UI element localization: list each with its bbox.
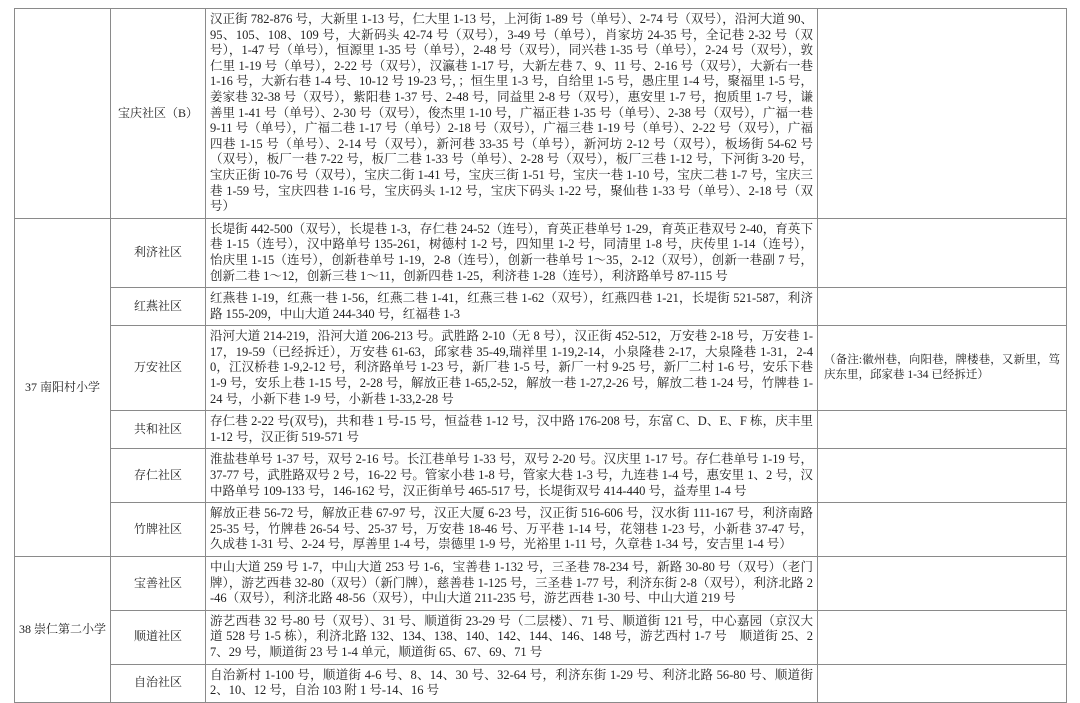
table-row [15,411,1067,449]
addresses-cell: 存仁巷 2-22 号(双号)，共和巷 1 号-15 号，恒益巷 1-12 号，汉中路 176-208 号，东富 C、D、E、F 栋，庆丰里 1-12 号，汉正街 519-571 号 [206,411,818,449]
community-cell: 宝善社区 [111,557,206,611]
school-cell: 37 南阳村小学 [15,218,111,556]
note-cell [818,411,1067,449]
community-cell: 自治社区 [111,664,206,702]
addresses-cell: 解放正巷 56-72 号，解放正巷 67-97 号，汉正大厦 6-23 号，汉正街 516-606 号，汉水街 111-167 号，利济南路 25-35 号，竹牌巷 26-54 号、25-37 号，万安巷 18-46 号、万平巷 1-14 号，花翎巷 1-23 号，小新巷 37-47 号，久成巷 1-31 号、2-24 号，厚善里 1-4 号，崇德里 1-9 号，光裕里 1-11 号，久章巷 1-34 号，安吉里 1-4 号） [206,503,818,557]
note-cell [818,610,1067,664]
note-cell [818,503,1067,557]
community-cell: 共和社区 [111,411,206,449]
addresses-cell: 淮盐巷单号 1-37 号，双号 2-16 号。长江巷单号 1-33 号，双号 2-20 号。汉庆里 1-17 号。存仁巷单号 1-19 号，37-77 号，武胜路双号 2 号，16-22 号。管家小巷 1-8 号，管家大巷 1-3 号，九连巷 1-4 号，惠安里 1、2 号，汉中路单号 109-133 号，146-162 号，汉正街单号 465-517 号，长堤街双号 414-440 号，益寿里 1-4 号 [206,449,818,503]
note-cell [818,9,1067,219]
school-district-table [14,8,1067,703]
table-row [15,449,1067,503]
community-cell: 宝庆社区（B） [111,9,206,219]
table-row [15,664,1067,702]
note-cell [818,664,1067,702]
table-row [15,218,1067,287]
table-row [15,288,1067,326]
community-cell: 红燕社区 [111,288,206,326]
addresses-cell: 汉正街 782-876 号，大新里 1-13 号，仁大里 1-13 号，上河街 1-89 号（单号）、2-74 号（双号），沿河大道 90、95、105、108、109 号，大新码头 42-74 号（双号），3-49 号（单号），肖家坊 24-35 号，全记巷 2-32 号（双号），1-47 号（单号），恒源里 1-35 号（单号），2-48 号（双号），同兴巷 1-35 号（单号），2-24 号（双号），敦仁里 1-19 号（单号），2-22 号（双号），汉瀛巷 1-17 号，大新左巷 7、9、11 号、2-16 号（双号），大新右一巷 1-16 号，大新右巷 1-4 号、10-12 号 19-23 号，；恒生里 1-3 号，自给里 1-5 号，愚庄里 1-4 号，聚福里 1-5 号，姜家巷 32-38 号（双号），紫阳巷 1-37 号、2-48 号，同益里 2-8 号（双号），惠安里 1-7 号，抱质里 1-7 号，谦善里 1-41 号（单号）、2-30 号（双号），俊杰里 1-10 号，广福正巷 1-35 号（单号）、2-38 号（双号），广福一巷 9-11 号（单号），广福二巷 1-17 号（单号）2-18 号（双号），广福三巷 1-19 号（单号）、2-22 号（双号），广福四巷 1-15 号（单号）、2-14 号（双号），新河巷 33-35 号（单号），新河坊 2-12 号（双号），板场街 54-62 号（双号），板厂一巷 7-22 号，板厂二巷 1-33 号（单号）、2-28 号（双号），板厂三巷 1-12 号，下河街 3-20 号，宝庆正街 10-76 号（双号），宝庆二街 1-41 号，宝庆三街 1-51 号，宝庆一巷 1-10 号，宝庆二巷 1-7 号，宝庆三巷 1-59 号，宝庆四巷 1-16 号，宝庆码头 1-12 号，宝庆下码头 1-22 号，聚仙巷 1-33 号（单号）、2-18 号（双号） [206,9,818,219]
table-row [15,503,1067,557]
school-cell [15,9,111,219]
note-cell: （备注:徽州巷，向阳巷，牌楼巷，又新里，笃庆东里，邱家巷 1-34 已经拆迁） [818,326,1067,411]
table-row [15,610,1067,664]
addresses-cell: 沿河大道 214-219，沿河大道 206-213 号。武胜路 2-10（无 8 号），汉正街 452-512，万安巷 2-18 号，万安巷 1-17，19-59（已经拆迁），万安巷 61-63，邱家巷 35-49,瑞祥里 1-19,2-14，小泉隆巷 2-17，大泉隆巷 1-31，2-40，江汉桥巷 1-9,2-12 号，利济路单号 1-23 号，新厂巷 1-5 号，新厂一村 9-25 号，新厂二村 1-6 号，安乐下巷 1-9 号，安乐上巷 1-15 号，2-28 号，解放正巷 1-65,2-52，解放一巷 1-27,2-26 号，解放二巷 1-24 号，竹牌巷 1-24 号，小新下巷 1-9 号，小新巷 1-33,2-28 号 [206,326,818,411]
table-row [15,9,1067,219]
community-cell: 顺道社区 [111,610,206,664]
community-cell: 存仁社区 [111,449,206,503]
table-row [15,557,1067,611]
addresses-cell: 自治新村 1-100 号，顺道街 4-6 号、8、14、30 号、32-64 号，利济东街 1-29 号、利济北路 56-80 号、顺道街 2、10、12 号，自治 103 附 1 号-14、16 号 [206,664,818,702]
note-cell [818,288,1067,326]
community-cell: 利济社区 [111,218,206,287]
community-cell: 竹牌社区 [111,503,206,557]
addresses-cell: 中山大道 259 号 1-7，中山大道 253 号 1-6，宝善巷 1-132 号，三圣巷 78-234 号，新路 30-80 号（双号）（老门牌），游艺西巷 32-80（双号）（新门牌），慈善巷 1-125 号，三圣巷 1-77 号，利济东街 2-8（双号），利济北路 2-46（双号），利济北路 48-56（双号），中山大道 211-235 号，游艺西巷 1-30 号、中山大道 219 号 [206,557,818,611]
note-cell [818,218,1067,287]
addresses-cell: 红燕巷 1-19，红燕一巷 1-56，红燕二巷 1-41，红燕三巷 1-62（双号），红燕四巷 1-21，长堤街 521-587，利济路 155-209，中山大道 244-340 号，红福巷 1-3 [206,288,818,326]
school-cell: 38 崇仁第二小学 [15,557,111,703]
note-cell [818,449,1067,503]
note-cell [818,557,1067,611]
addresses-cell: 游艺西巷 32 号-80 号（双号）、31 号、顺道街 23-29 号（二层楼）、71 号、顺道街 121 号，中心嘉园（京汉大道 528 号 1-5 栋），利济北路 132、134、138、140、142、144、146、148 号，游艺西村 1-7 号 顺道街 25、27、29 号，顺道街 23 号 1-4 单元，顺道街 65、67、69、71 号 [206,610,818,664]
table-row [15,326,1067,411]
community-cell: 万安社区 [111,326,206,411]
addresses-cell: 长堤街 442-500（双号），长堤巷 1-3，存仁巷 24-52（连号），育英正巷单号 1-29，育英正巷双号 2-40，育英下巷 1-15（连号），汉中路单号 135-261，树德村 1-2 号，四知里 1-2 号，同清里 1-8 号，庆传里 1-14（连号），怡庆里 1-15（连号），创新巷单号 1-19，2-8（连号），创新一巷单号 1～35，2-12（双号），创新一巷副 7 号，创新二巷 1～12，创新三巷 1～11，创新四巷 1-25，利济巷 1-28（连号），利济路单号 87-115 号 [206,218,818,287]
